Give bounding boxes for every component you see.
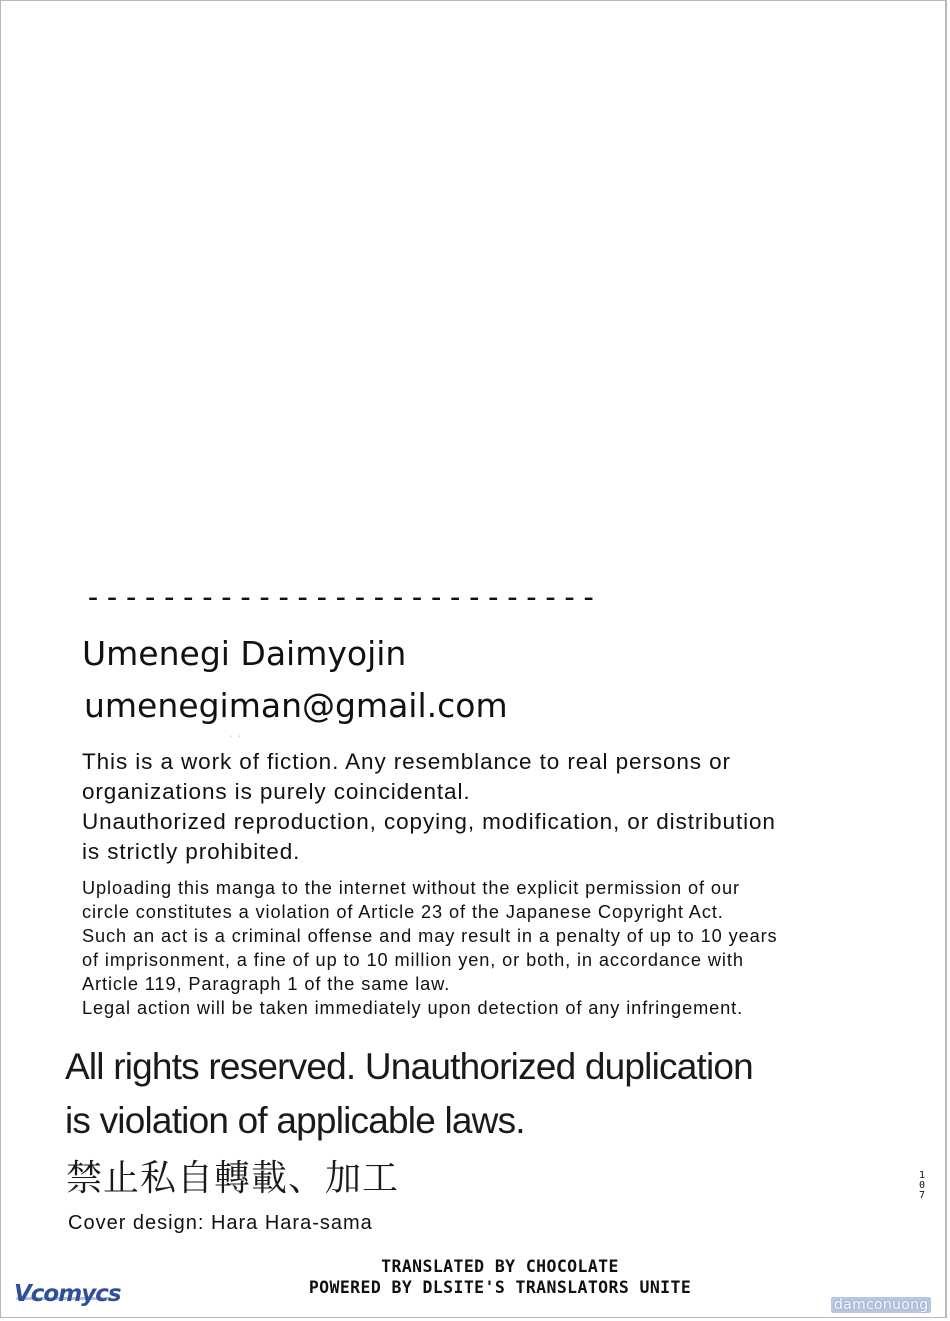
site-watermark: damconuong <box>831 1297 931 1313</box>
separator-line: --------------------------- <box>84 580 599 615</box>
legal-notice <box>82 876 778 1020</box>
credit-line: TRANSLATED BY CHOCOLATE <box>381 1257 619 1276</box>
credit-line: POWERED BY DLSITE'S TRANSLATORS UNITE <box>308 1278 692 1297</box>
page-number: 107 <box>918 1170 926 1201</box>
japanese-notice: 禁止私自轉載、加工 <box>66 1158 400 1199</box>
author-name: Umenegi Daimyojin <box>82 634 407 673</box>
vcomycs-logo: Vcomycs <box>14 1281 121 1307</box>
cover-design-credit: Cover design: Hara Hara-sama <box>68 1212 373 1234</box>
fiction-notice <box>82 747 776 867</box>
legal-notice-line: Legal action will be taken immediately upon detection of any infringement. <box>82 998 744 1018</box>
legal-notice-line: Such an act is a criminal offense and may result in a penalty of up to 10 years <box>82 926 778 946</box>
fiction-notice-line: organizations is purely coincidental. <box>82 779 471 804</box>
legal-notice-line: circle constitutes a violation of Article 23 of the Japanese Copyright Act. <box>82 902 724 922</box>
print-speck: · · <box>230 733 241 740</box>
rights-line: All rights reserved. Unauthorized duplication <box>65 1046 753 1087</box>
author-email: umenegiman@gmail.com <box>84 686 508 725</box>
legal-notice-line: of imprisonment, a fine of up to 10 million yen, or both, in accordance with <box>82 950 744 970</box>
fiction-notice-line: This is a work of fiction. Any resemblance to real persons or <box>82 749 731 774</box>
translation-credits <box>250 1256 750 1298</box>
rights-line: is violation of applicable laws. <box>65 1100 525 1141</box>
rights-statement <box>65 1040 753 1148</box>
legal-notice-line: Uploading this manga to the internet without the explicit permission of our <box>82 878 740 898</box>
fiction-notice-line: Unauthorized reproduction, copying, modification, or distribution <box>82 809 776 834</box>
legal-notice-line: Article 119, Paragraph 1 of the same law. <box>82 974 451 994</box>
fiction-notice-line: is strictly prohibited. <box>82 839 301 864</box>
